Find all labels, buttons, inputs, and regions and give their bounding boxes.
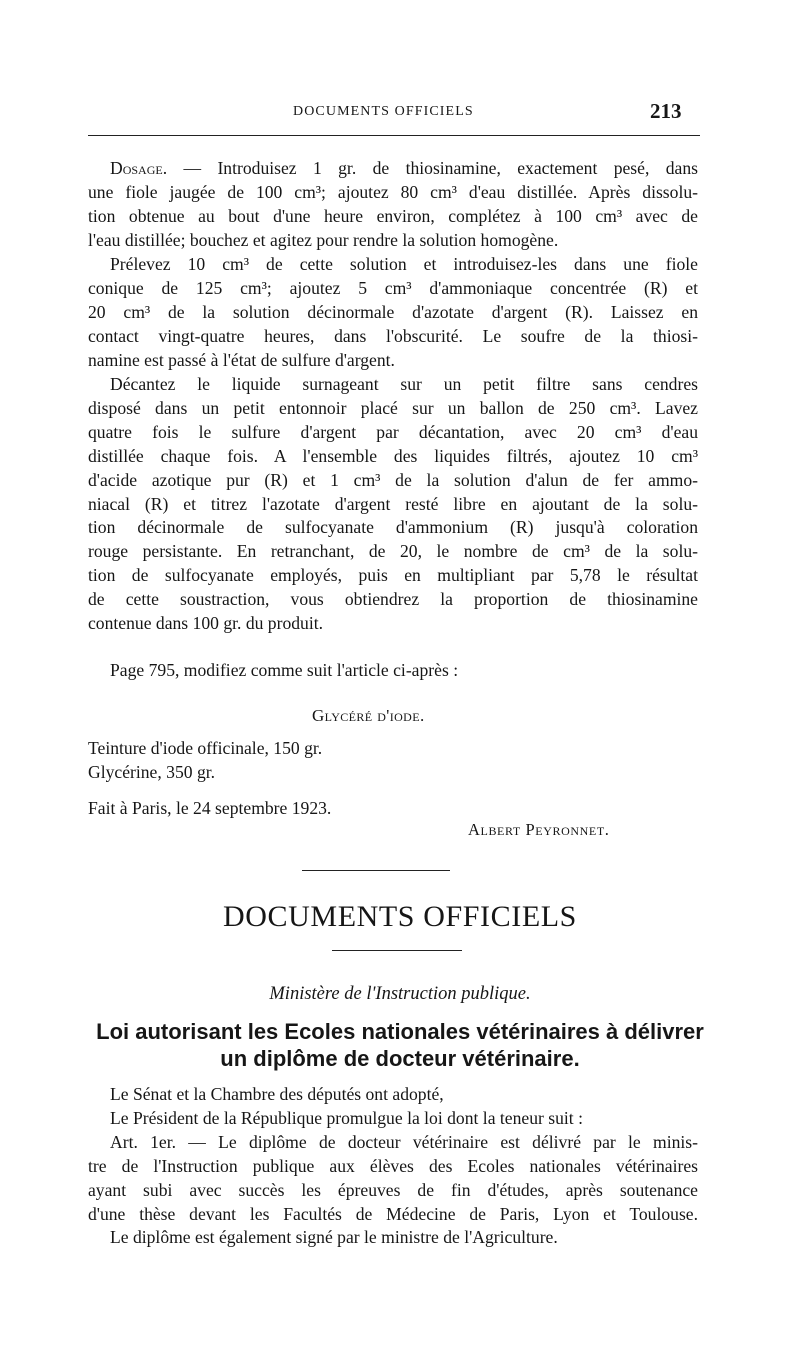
text-line: ayant subi avec succès les épreuves de fin d'études, après soutenance (88, 1179, 698, 1200)
text-line: tion obtenue au bout d'une heure environ, complétez à 100 cm³ avec de (88, 205, 698, 226)
text-line: tion de sulfocyanate employés, puis en multipliant par 5,78 le résultat (88, 565, 698, 586)
text-line: Le diplôme est également signé par le ministre de l'Agriculture. (110, 1227, 558, 1248)
law-title-line: un diplôme de docteur vétérinaire. (220, 1046, 580, 1071)
text-line: de cette soustraction, vous obtiendrez la proportion de thiosinamine (88, 589, 698, 610)
page-number: 213 (650, 99, 682, 123)
dosage-heading: Dosage. (110, 158, 168, 178)
text-line: Décantez le liquide surnageant sur un petit filtre sans cendres (110, 374, 698, 394)
text-line: Prélevez 10 cm³ de cette solution et introduisez-les dans une fiole (110, 254, 698, 274)
recipe-line: Glycérine, 350 gr. (88, 761, 216, 782)
text-line: l'eau distillée; bouchez et agitez pour rendre la solution homogène. (88, 229, 559, 250)
running-title: DOCUMENTS OFFICIELS (293, 104, 474, 119)
text-line: d'acide azotique pur (R) et 1 cm³ de la solution d'alun de fer ammo- (88, 469, 698, 490)
glycere-title: Glycéré d'iode. (312, 706, 425, 725)
text-line: tre de l'Instruction publique aux élèves des Ecoles nationales vétérinaires (88, 1155, 698, 1176)
dosage-paragraph (88, 157, 698, 253)
section-separator (302, 870, 450, 871)
text-line: Dosage. — Introduisez 1 gr. de thiosinamine, exactement pesé, dans (110, 158, 698, 178)
place-date: Fait à Paris, le 24 septembre 1923. (88, 798, 332, 818)
text-line: 20 cm³ de la solution décinormale d'azotate d'argent (R). Laissez en (88, 301, 698, 322)
section-title: DOCUMENTS OFFICIELS (223, 900, 577, 933)
law-body (88, 1083, 698, 1250)
text-line: conique de 125 cm³; ajoutez 5 cm³ d'ammoniaque concentrée (R) et (88, 277, 698, 298)
text-line: une fiole jaugée de 100 cm³; ajoutez 80 cm³ d'eau distillée. Après dissolu- (88, 181, 698, 202)
text-line: rouge persistante. En retranchant, de 20, le nombre de cm³ de la solu- (88, 541, 698, 562)
text-line: tion décinormale de sulfocyanate d'ammonium (R) jusqu'à coloration (88, 517, 698, 538)
law-title (60, 1018, 740, 1072)
titration-paragraph (88, 373, 698, 636)
title-underline (332, 950, 462, 951)
page-note: Page 795, modifiez comme suit l'article ci-après : (110, 660, 459, 680)
text-line: namine est passé à l'état de sulfure d'argent. (88, 349, 395, 370)
text-line: distillée chaque fois. A l'ensemble des liquides filtrés, ajoutez 10 cm³ (88, 445, 698, 466)
procedure-paragraph (88, 253, 698, 373)
text-line: quatre fois le sulfure d'argent par décantation, avec 20 cm³ d'eau (88, 421, 698, 442)
text-line: disposé dans un petit entonnoir placé sur un ballon de 250 cm³. Lavez (88, 397, 698, 418)
text-line: Le Sénat et la Chambre des députés ont adopté, (110, 1084, 444, 1104)
header-rule (88, 135, 700, 136)
text-line: contact vingt-quatre heures, dans l'obscurité. Le soufre de la thiosi- (88, 325, 698, 346)
text-line: contenue dans 100 gr. du produit. (88, 613, 324, 634)
ministry-heading: Ministère de l'Instruction publique. (269, 984, 531, 1004)
text-line: Art. 1er. — Le diplôme de docteur vétérinaire est délivré par le minis- (110, 1131, 698, 1152)
text-line: d'une thèse devant les Facultés de Médecine de Paris, Lyon et Toulouse. (88, 1203, 698, 1224)
signatory-name: Albert Peyronnet. (468, 820, 610, 839)
text-line: Le Président de la République promulgue la loi dont la teneur suit : (110, 1107, 583, 1128)
recipe-line: Teinture d'iode officinale, 150 gr. (88, 738, 323, 758)
glycere-recipe (88, 737, 488, 785)
text-line: niacal (R) et titrez l'azotate d'argent resté libre en ajoutant de la solu- (88, 493, 698, 514)
law-title-line: Loi autorisant les Ecoles nationales vétérinaires à délivrer (96, 1019, 704, 1044)
